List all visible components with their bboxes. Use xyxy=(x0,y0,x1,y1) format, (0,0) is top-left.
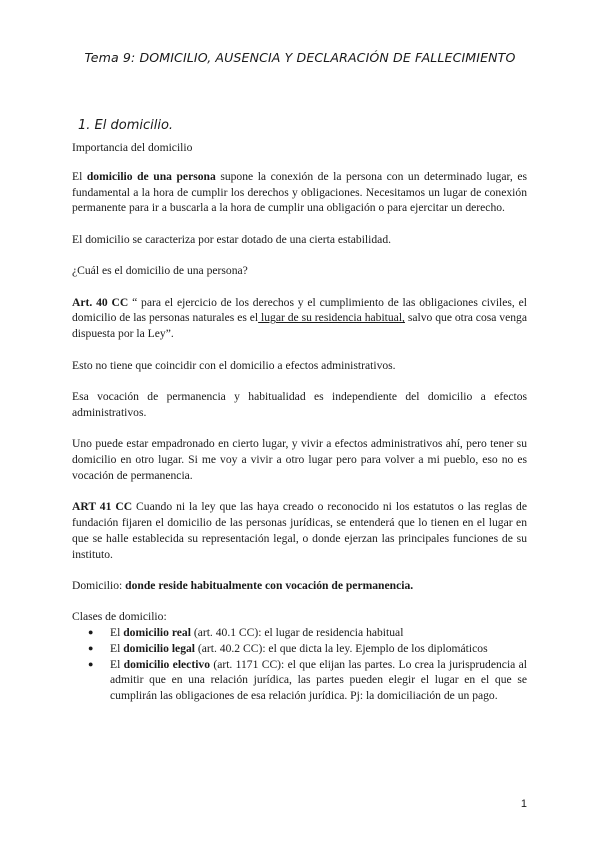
bold-term: domicilio de una persona xyxy=(86,169,216,183)
document-body xyxy=(72,140,527,704)
list-item: ● El domicilio electivo (art. 1171 CC): el que elijan las partes. Lo crea la jurisprudencia al admitir que en una relación jurídica, las partes pueden elegir el lugar en el que se cumplirán las obligaciones de esa relación jurídica. Pj: la domiciliación de un pago. xyxy=(110,657,527,704)
paragraph-art-41: ART 41 CC Cuando ni la ley que las haya creado o reconocido ni los estatutos o las reglas de fundación fijaren el domicilio de las personas jurídicas, se entenderá que lo tienen en el lugar en que se halle establecida su representación legal, o donde ejerzan las principales funciones de su instituto. xyxy=(72,500,527,561)
classes-intro: Clases de domicilio: xyxy=(72,610,167,624)
paragraph-domicilio-summary: Domicilio: donde reside habitualmente con vocación de permanencia. xyxy=(72,578,414,592)
list-item: ● El domicilio legal (art. 40.2 CC): el que dicta la ley. Ejemplo de los diplomáticos xyxy=(110,641,527,657)
classes-list xyxy=(72,625,527,704)
article-reference: ART 41 CC xyxy=(72,500,133,514)
section-heading: 1. El domicilio. xyxy=(78,118,174,133)
paragraph-art-40: Art. 40 CC “ para el ejercicio de los derechos y el cumplimiento de las obligaciones civiles, el domicilio de las personas naturales es el lugar de su residencia habitual, salvo que otra cosa venga dispuesta por la Ley”. xyxy=(72,295,527,341)
underlined-phrase: lugar de su residencia habitual, xyxy=(258,311,405,325)
bold-definition: donde reside habitualmente con vocación de permanencia. xyxy=(125,578,414,592)
paragraph-example: Uno puede estar empadronado en cierto lugar, y vivir a efectos administrativos ahí, pero tener su domicilio en otro lugar. Si me voy a vivir a otro lugar pero para volver a mi pueblo, eso no es vocación de permanencia. xyxy=(72,437,527,482)
page-title: Tema 9: DOMICILIO, AUSENCIA Y DECLARACIÓN DE FALLECIMIENTO xyxy=(84,50,516,65)
subheading: Importancia del domicilio xyxy=(72,141,193,154)
paragraph-question: ¿Cuál es el domicilio de una persona? xyxy=(72,264,248,278)
paragraph-permanence: Esa vocación de permanencia y habitualidad es independiente del domicilio a efectos administrativos. xyxy=(72,389,527,419)
list-item: ● El domicilio real (art. 40.1 CC): el lugar de residencia habitual xyxy=(110,625,527,641)
article-reference: Art. 40 CC xyxy=(72,295,129,309)
paragraph-stability: El domicilio se caracteriza por estar dotado de una cierta estabilidad. xyxy=(72,232,392,246)
page-number: 1 xyxy=(520,798,527,810)
paragraph-administrative: Esto no tiene que coincidir con el domicilio a efectos administrativos. xyxy=(72,358,396,372)
paragraph-domicilio-definition: El domicilio de una persona supone la conexión de la persona con un determinado lugar, es fundamental a la hora de cumplir los derechos y obligaciones. Necesitamos un lugar de conexión permanente para ir a buscarla a la hora de cumplir una obligación o para ejercitar un derecho. xyxy=(72,169,527,215)
